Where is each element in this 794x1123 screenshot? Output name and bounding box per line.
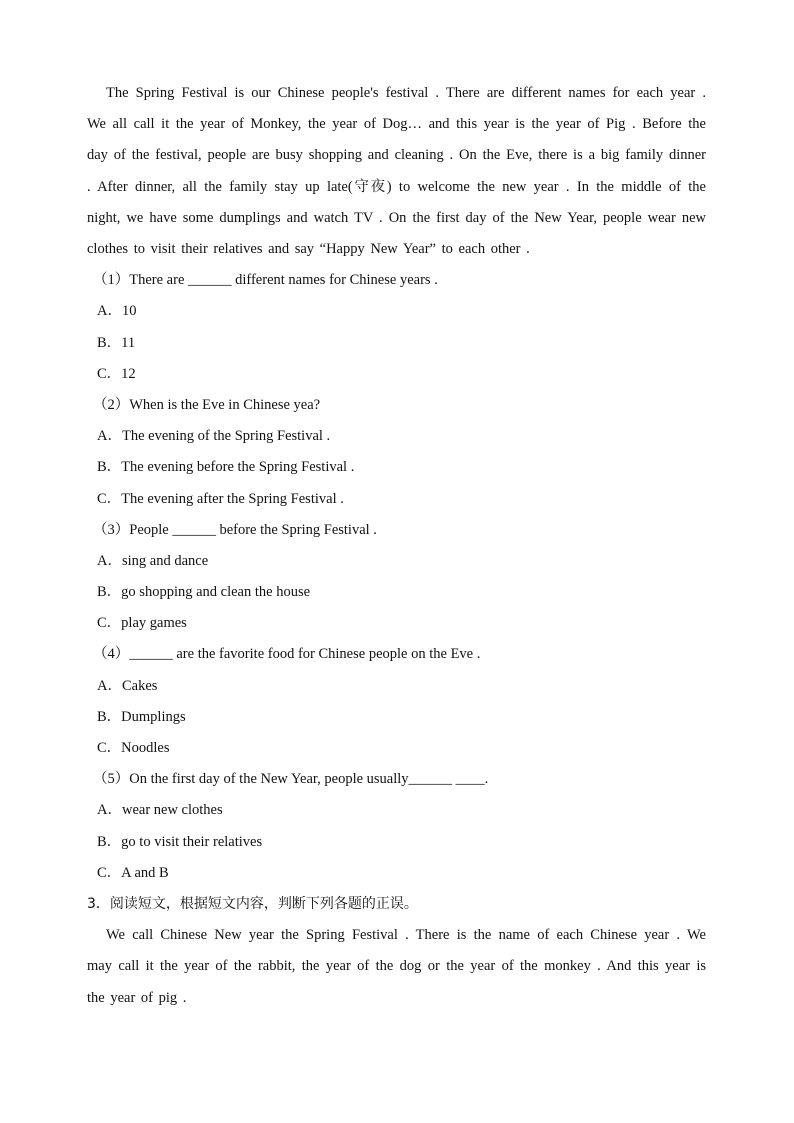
option-c: C．A and B: [97, 864, 169, 881]
question-4: [87, 639, 706, 764]
reading-passage: The Spring Festival is our Chinese people's festival . There are different names for each year . We all call it the year of Monkey, the year of Dog… and this year is the year of Pig . Before the day of the festival, people are busy shopping and cleaning . On the Eve, there is a big family dinner . After dinner, all the family stay up late(守夜) to welcome the new year . In the middle of the night, we have some dumplings and watch TV . On the first day of the New Year, people wear new clothes to visit their relatives and say “Happy New Year” to each other .: [87, 85, 706, 258]
option-a: A．The evening of the Spring Festival .: [97, 428, 331, 445]
section-heading: 3．阅读短文，根据短文内容，判断下列各题的正误。: [87, 895, 418, 912]
option-a: A．wear new clothes: [97, 802, 223, 819]
option-c: C．12: [97, 365, 136, 382]
reading-passage-2: We call Chinese New year the Spring Festival . There is the name of each Chinese year . We may call it the year of the rabbit, the year of the dog or the year of the monkey . And this year is the year of pig .: [87, 927, 706, 1006]
worksheet-content: [87, 78, 706, 1014]
option-b: B．The evening before the Spring Festival .: [97, 459, 355, 476]
option-c: C．The evening after the Spring Festival .: [97, 490, 344, 507]
option-b: B．go shopping and clean the house: [97, 584, 311, 601]
option-b: B．11: [97, 334, 136, 351]
option-a: A．sing and dance: [97, 552, 209, 569]
question-stem: （1）There are ______ different names for Chinese years .: [93, 272, 438, 289]
question-5: [87, 764, 706, 889]
question-3: [87, 515, 706, 640]
question-2: [87, 390, 706, 515]
question-stem: （3）People ______ before the Spring Festival .: [93, 521, 377, 538]
option-c: C．play games: [97, 615, 187, 632]
option-a: A．Cakes: [97, 677, 158, 694]
question-stem: （4）______ are the favorite food for Chinese people on the Eve .: [93, 646, 481, 663]
question-stem: （5）On the first day of the New Year, people usually______ ____.: [93, 771, 489, 788]
option-b: B．go to visit their relatives: [97, 833, 263, 850]
option-b: B．Dumplings: [97, 708, 186, 725]
question-1: [87, 265, 706, 390]
option-c: C．Noodles: [97, 740, 170, 757]
question-stem: （2）When is the Eve in Chinese yea?: [93, 396, 321, 413]
option-a: A．10: [97, 303, 137, 320]
